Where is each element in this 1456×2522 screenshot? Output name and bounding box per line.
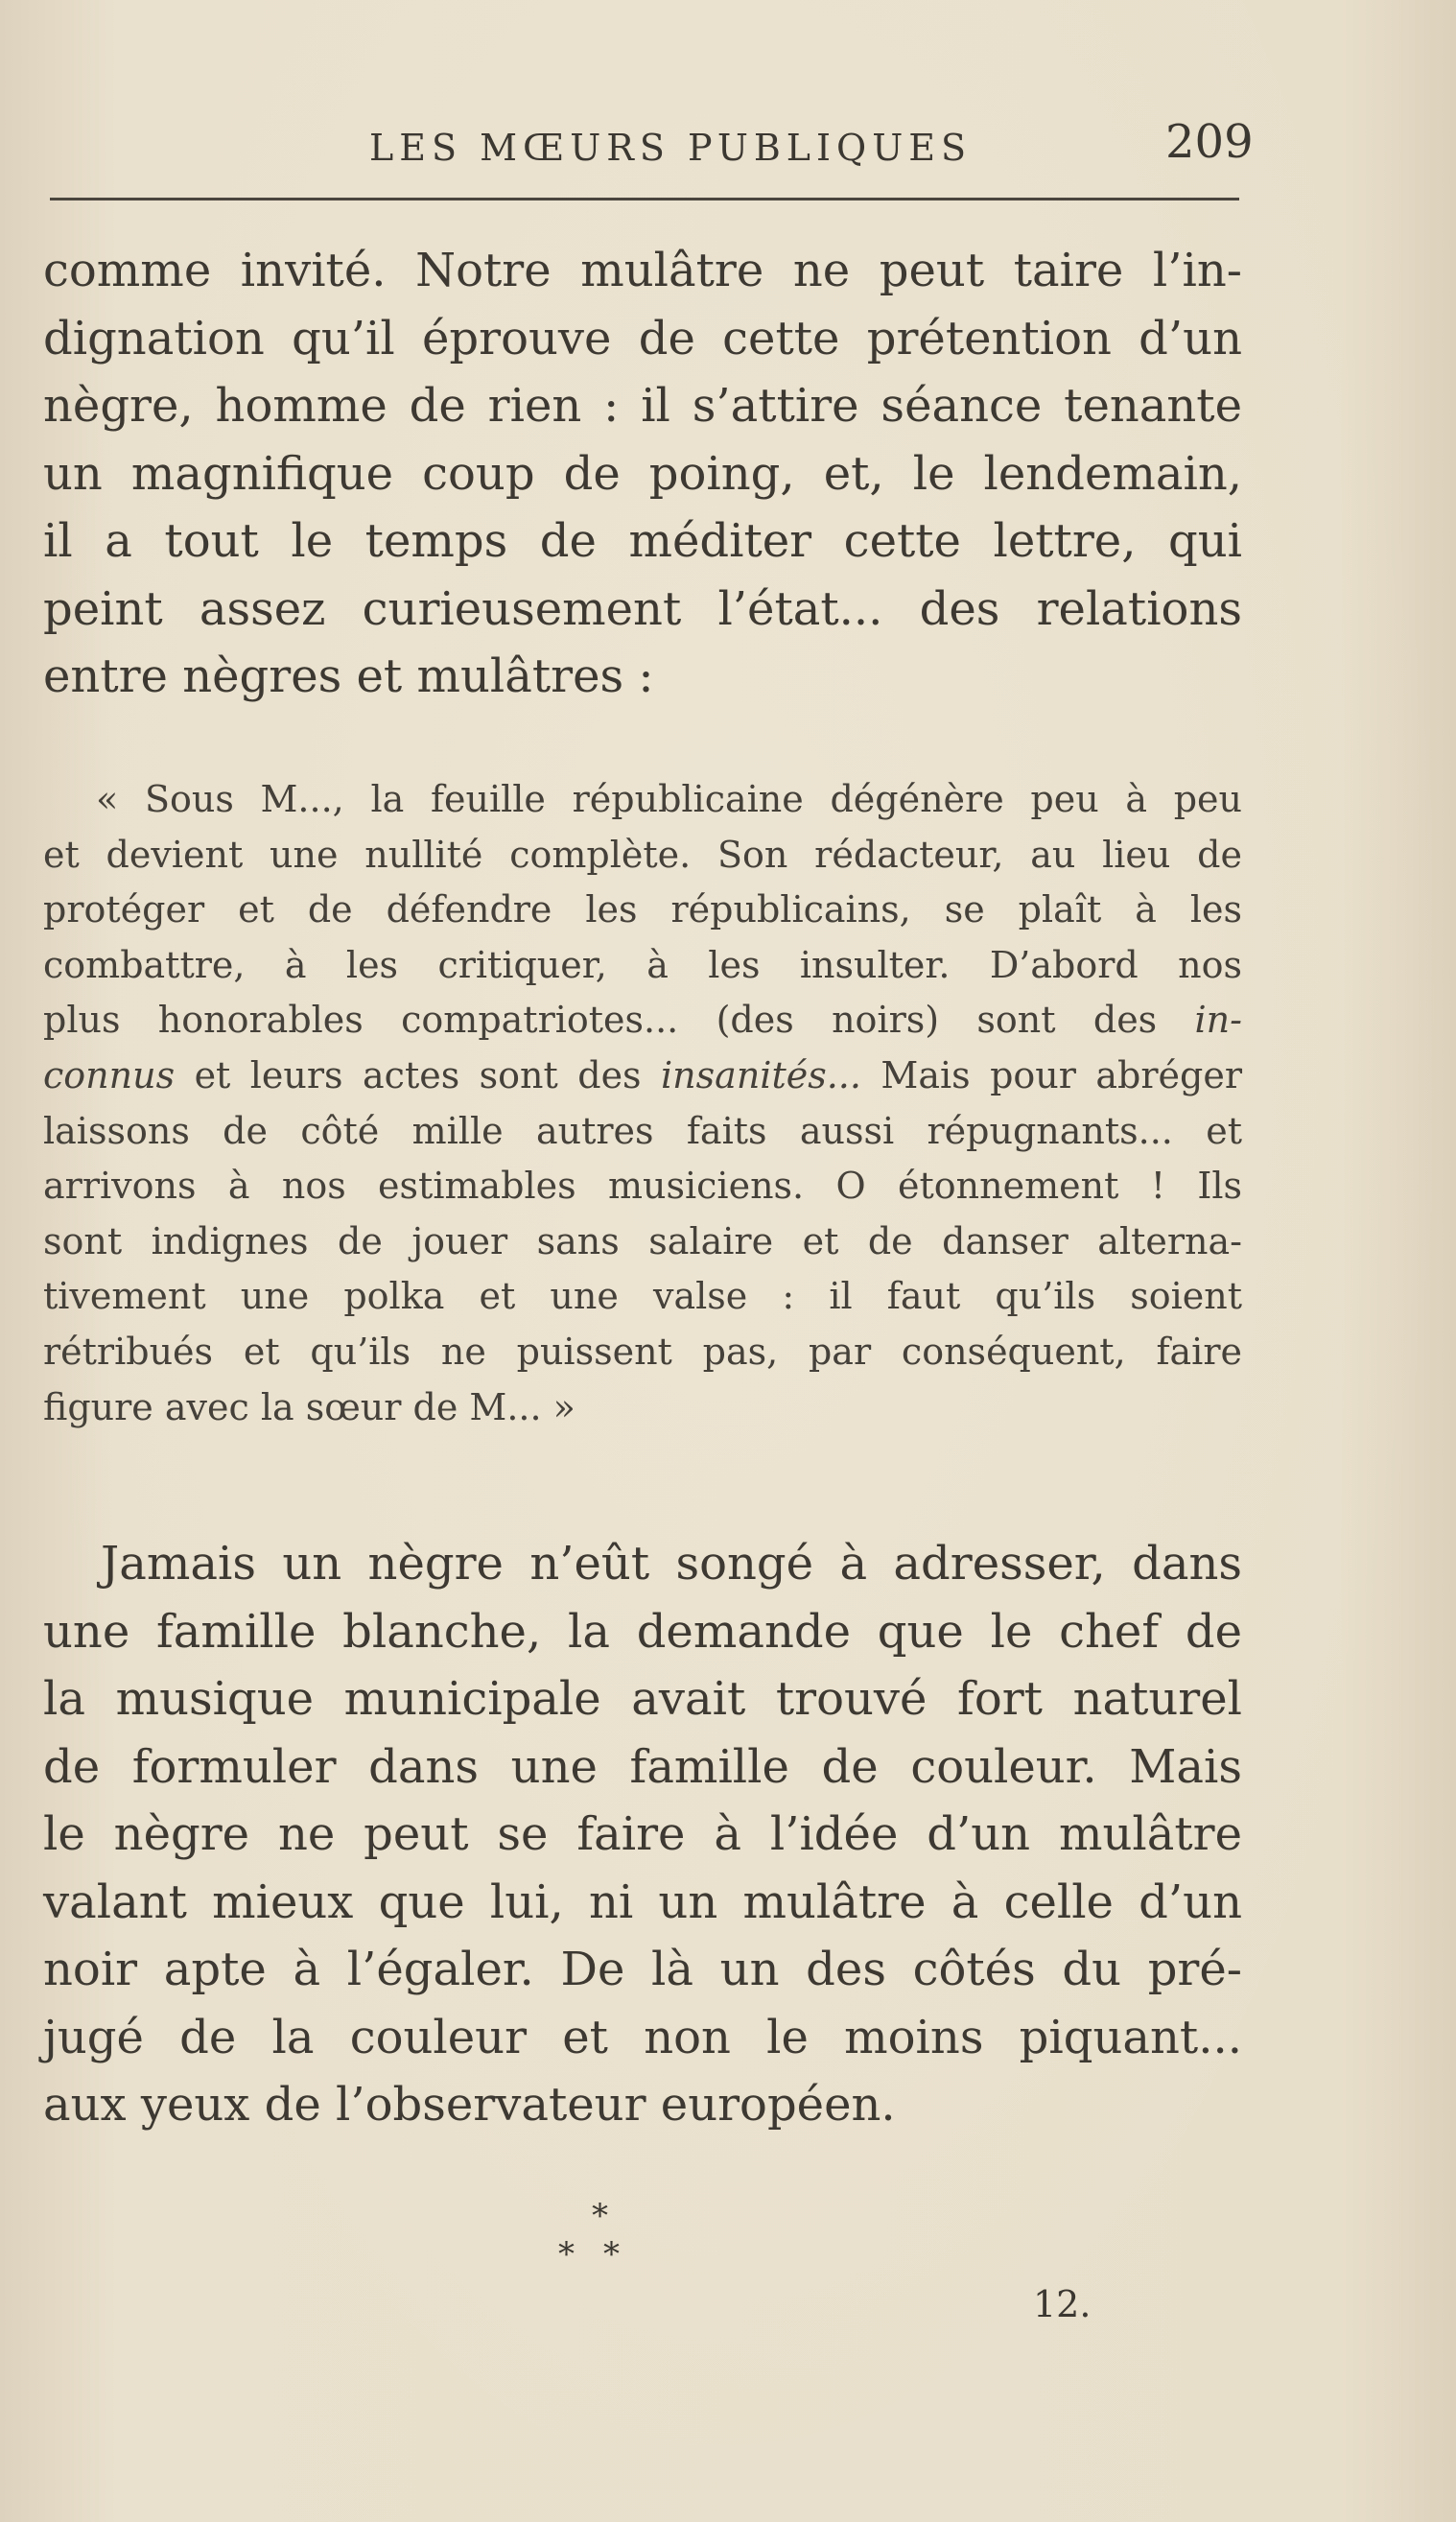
- quote-line: « Sous M..., la feuille républicaine dégénère peu à peu: [96, 778, 1242, 820]
- text-line: une famille blanche, la demande que le chef de: [43, 1604, 1242, 1659]
- text-line: dignation qu’il éprouve de cette prétention d’un: [43, 311, 1242, 365]
- italic-word: insanités...: [661, 1053, 861, 1096]
- paragraph-continuation: [43, 237, 1242, 711]
- text-line: comme invité. Notre mulâtre ne peut taire l’in-: [43, 244, 1242, 297]
- text-line: un magnifique coup de poing, et, le lendemain,: [43, 446, 1242, 501]
- text-line: aux yeux de l’observateur européen.: [43, 2078, 896, 2132]
- text-line: nègre, homme de rien : il s’attire séance tenante: [43, 379, 1242, 433]
- text-line: jugé de la couleur et non le moins piquant...: [43, 2010, 1242, 2064]
- text-line: Jamais un nègre n’eût songé à adresser, dans: [101, 1537, 1242, 1591]
- quote-line: laissons de côté mille autres faits aussi répugnants... et: [43, 1109, 1242, 1152]
- signature-mark: 12.: [1033, 2283, 1092, 2325]
- text-line: il a tout le temps de méditer cette lettre, qui: [43, 514, 1242, 568]
- quote-line: [43, 993, 1242, 1049]
- quote-line: combattre, à les critiquer, à les insulter. D’abord nos: [43, 943, 1242, 986]
- running-head: [0, 115, 1456, 182]
- quoted-letter: [43, 772, 1242, 1435]
- asterism-top-star: *: [592, 2197, 608, 2235]
- running-title: LES MŒURS PUBLIQUES: [369, 127, 973, 169]
- text-line: peint assez curieusement l’état... des relations: [43, 581, 1242, 636]
- text-line: noir apte à l’égaler. De là un des côtés du pré-: [43, 1943, 1242, 1996]
- quote-line-text: Mais pour abréger: [860, 1053, 1242, 1096]
- asterism-ornament: [537, 2197, 671, 2283]
- quote-line: sont indignes de jouer sans salaire et de danser alterna-: [43, 1219, 1242, 1262]
- text-line: la musique municipale avait trouvé fort naturel: [43, 1672, 1242, 1726]
- italic-word: connus: [43, 1053, 176, 1096]
- italic-word: in-: [1194, 999, 1242, 1042]
- page-number: 209: [1165, 115, 1254, 169]
- quote-line: tivement une polka et une valse : il faut qu’ils soient: [43, 1275, 1242, 1318]
- paragraph-main: [43, 1530, 1242, 2139]
- quote-line-text: et leurs actes sont des: [194, 1053, 662, 1096]
- text-line: le nègre ne peut se faire à l’idée d’un mulâtre: [43, 1807, 1242, 1861]
- quote-line-text: plus honorables compatriotes... (des noirs) sont des: [43, 999, 1195, 1042]
- text-line: valant mieux que lui, ni un mulâtre à celle d’un: [43, 1874, 1242, 1929]
- quote-line: et devient une nullité complète. Son rédacteur, au lieu de: [43, 833, 1242, 876]
- quote-line: figure avec la sœur de M... »: [43, 1385, 575, 1428]
- quote-line: rétribués et qu’ils ne puissent pas, par conséquent, faire: [43, 1330, 1242, 1373]
- quote-line: [43, 1049, 1242, 1104]
- asterism-bottom-stars: **: [558, 2235, 648, 2274]
- text-line: entre nègres et mulâtres :: [43, 649, 654, 703]
- text-line: de formuler dans une famille de couleur. Mais: [43, 1739, 1242, 1794]
- header-rule: [50, 198, 1239, 200]
- quote-line: arrivons à nos estimables musiciens. O étonnement ! Ils: [43, 1165, 1242, 1208]
- quote-line: protéger et de défendre les républicains, se plaît à les: [43, 888, 1242, 931]
